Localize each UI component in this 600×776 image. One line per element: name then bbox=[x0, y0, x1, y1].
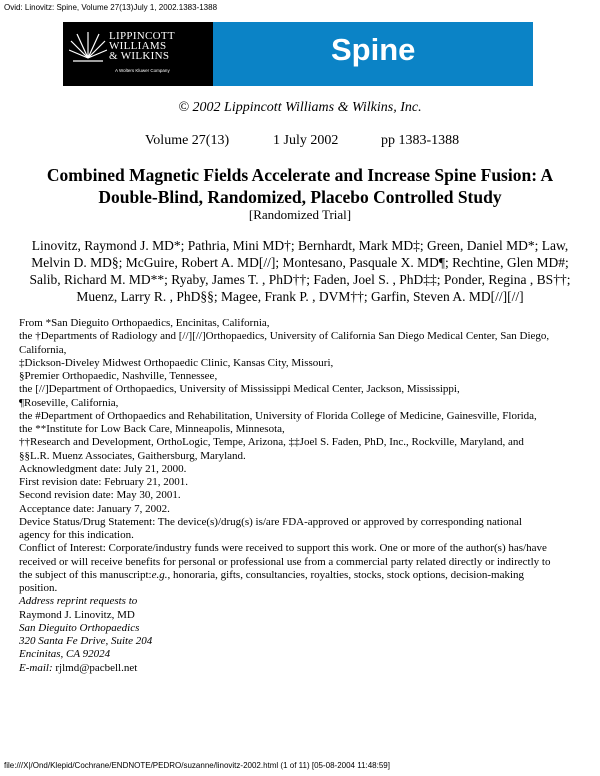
starburst-icon bbox=[69, 28, 107, 66]
reprint-name: Raymond J. Linovitz, MD bbox=[19, 608, 135, 621]
affiliation-line: §§L.R. Muenz Associates, Gaithersburg, Maryland. bbox=[19, 449, 246, 462]
journal-title: Spine bbox=[331, 32, 416, 67]
affiliation-line: ¶Roseville, California, bbox=[19, 396, 119, 409]
publisher-subtitle: A Wolters Kluwer Company bbox=[115, 68, 170, 73]
affiliation-line: the **Institute for Low Back Care, Minneapolis, Minnesota, bbox=[19, 423, 285, 435]
publisher-line-3: & WILKINS bbox=[109, 50, 170, 62]
affiliation-line: §Premier Orthopaedic, Nashville, Tennessee, bbox=[19, 370, 218, 382]
reprint-street: 320 Santa Fe Drive, Suite 204 bbox=[19, 635, 153, 647]
first-revision-date: First revision date: February 21, 2001. bbox=[19, 476, 188, 488]
copyright-line: © 2002 Lippincott Williams & Wilkins, Inc. bbox=[178, 100, 422, 115]
reprint-heading: Address reprint requests to bbox=[19, 595, 138, 608]
running-head: Ovid: Linovitz: Spine, Volume 27(13)July 1, 2002.1383-1388 bbox=[4, 3, 218, 12]
conflict-of-interest: received or will receive benefits for personal or professional use from a commercial party related directly or indirectly to bbox=[19, 555, 551, 568]
author-line: Linovitz, Raymond J. MD*; Pathria, Mini MD†; Bernhardt, Mark MD‡; Green, Daniel MD*; Law, bbox=[31, 238, 569, 253]
affiliation-line: the #Department of Orthopaedics and Rehabilitation, University of Florida College of Medicine, Gainesville, Florida, bbox=[19, 409, 537, 422]
title-line-1: Combined Magnetic Fields Accelerate and Increase Spine Fusion: A bbox=[46, 165, 554, 185]
affiliation-line: ††Research and Development, OrthoLogic, Tempe, Arizona, ‡‡Joel S. Faden, PhD, Inc., Rockville, Maryland, and bbox=[19, 436, 524, 449]
page-footer: file:///X|/Ond/Klepid/Cochrane/ENDNOTE/PEDRO/suzanne/linovitz-2002.html (1 of 11) [05-08-2004 11:48:59] bbox=[4, 761, 390, 770]
reprint-organization: San Dieguito Orthopaedics bbox=[19, 621, 140, 634]
reprint-city: Encinitas, CA 92024 bbox=[19, 648, 111, 661]
email-address[interactable]: rjlmd@pacbell.net bbox=[52, 661, 138, 674]
conflict-of-interest: position. bbox=[19, 582, 58, 594]
reprint-email bbox=[19, 662, 589, 675]
article-title bbox=[20, 164, 580, 208]
affiliation-line: the †Departments of Radiology and [//][//]Orthopaedics, University of California San Diego Medical Center, San Diego, bbox=[19, 330, 550, 343]
affiliation-line: California, bbox=[19, 343, 67, 356]
author-line: Melvin D. MD§; McGuire, Robert A. MD[//]; Montesano, Pasquale X. MD¶; Rechtine, Glen MD#; bbox=[31, 255, 569, 270]
affiliation-line: the [//]Department of Orthopaedics, University of Mississippi Medical Center, Jackson, Mississippi, bbox=[19, 383, 460, 396]
publisher-line-2: WILLIAMS bbox=[109, 40, 167, 52]
acknowledgment-date: Acknowledgment date: July 21, 2000. bbox=[19, 462, 187, 475]
article-type: [Randomized Trial] bbox=[248, 207, 352, 222]
affiliation-line: ‡Dickson-Diveley Midwest Orthopaedic Clinic, Kansas City, Missouri, bbox=[19, 356, 334, 369]
publisher-name bbox=[109, 31, 175, 61]
title-line-2: Double-Blind, Randomized, Placebo Controlled Study bbox=[98, 187, 502, 207]
second-revision-date: Second revision date: May 30, 2001. bbox=[19, 489, 181, 502]
author-line: Salib, Richard M. MD**; Ryaby, James T. , PhD††; Faden, Joel S. , PhD‡‡; Ponder, Regina , BS††; bbox=[29, 272, 571, 287]
email-label: E-mail: bbox=[19, 661, 53, 674]
conflict-text: honoraria, gifts, consultancies, royalties, stocks, stock options, decision-making bbox=[170, 568, 525, 581]
device-status-statement: Device Status/Drug Statement: The device(s)/drug(s) is/are FDA-approved or approved by corresponding national bbox=[19, 515, 522, 528]
conflict-text: the subject of this manuscript: bbox=[19, 568, 152, 581]
conflict-eg: e.g., bbox=[151, 568, 171, 581]
issue-date: 1 July 2002 bbox=[273, 133, 339, 148]
conflict-of-interest: Conflict of Interest: Corporate/industry funds were received to support this work. One or more of the author(s) has/have bbox=[19, 542, 547, 555]
acceptance-date: Acceptance date: January 7, 2002. bbox=[19, 502, 170, 515]
publisher-logo bbox=[63, 22, 213, 86]
page-range: pp 1383-1388 bbox=[381, 133, 460, 148]
article-notes bbox=[19, 317, 589, 675]
affiliation-line: From *San Dieguito Orthopaedics, Encinitas, California, bbox=[19, 317, 270, 329]
author-line: Muenz, Larry R. , PhD§§; Magee, Frank P. , DVM††; Garfin, Steven A. MD[//][//] bbox=[76, 289, 524, 304]
device-status-statement: agency for this indication. bbox=[19, 529, 134, 541]
journal-banner bbox=[63, 22, 533, 86]
publisher-line-1: LIPPINCOTT bbox=[109, 30, 175, 42]
volume: Volume 27(13) bbox=[145, 133, 230, 148]
author-list bbox=[20, 237, 580, 305]
conflict-of-interest bbox=[19, 569, 589, 582]
